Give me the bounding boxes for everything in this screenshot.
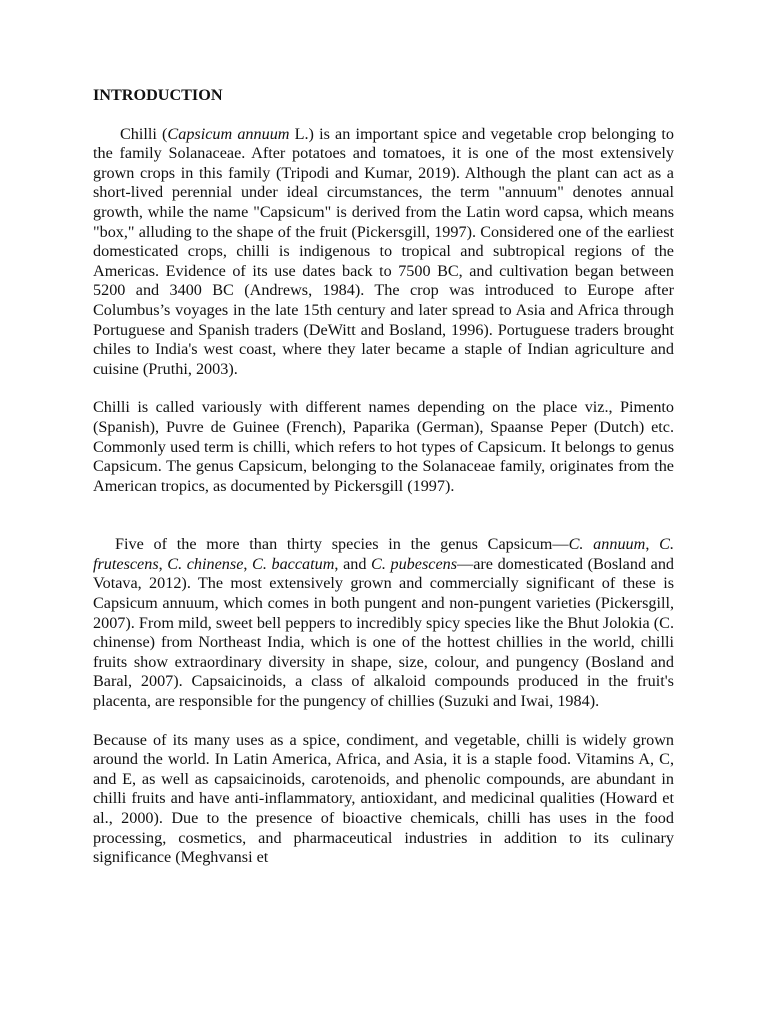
species-name: C. baccatum (252, 554, 335, 573)
species-name: C. frutescens (93, 535, 675, 573)
separator: , and (334, 554, 372, 573)
section-heading: INTRODUCTION (93, 86, 223, 104)
species-name: C. pubescens (371, 554, 458, 573)
paragraph-1-text-a: Chilli ( (120, 124, 168, 143)
separator: , (645, 535, 660, 554)
paragraph-3-text-b: —are domesticated (Bosland and Votava, 2012). The most extensively grown and commercially significant of these is Capsicum annuum, which comes in both pungent and non-pungent varieties (Pickersgill, 2007). From mild, sweet bell peppers to incredibly spicy species like the Bhut Jolokia (C. chinense) from Northeast India, which is one of the hottest chillies in the world, chilli fruits show extraordinary diversity in shape, size, colour, and pungency (Bosland and Baral, 2007). Capsaicinoids, a class of alkaloid compounds produced in the fruit's placenta, are responsible for the pungency of chillies (Suzuki and Iwai, 1984). (93, 554, 675, 711)
separator: , (243, 554, 253, 573)
paragraph-1-text-b: L.) is an important spice and vegetable crop belonging to the family Solanaceae. After potatoes and tomatoes, it is one of the most extensively grown crops in this family (Tripodi and Kumar, 2019). Although the plant can act as a short-lived perennial under ideal circumstances, the term "annuum" denotes annual growth, while the name "Capsicum" is derived from the Latin word capsa, which means "box," alluding to the shape of the fruit (Pickersgill, 1997). Considered one of the earliest domesticated crops, chilli is indigenous to tropical and subtropical regions of the Americas. Evidence of its use dates back to 7500 BC, and cultivation began between 5200 and 3400 BC (Andrews, 1984). The crop was introduced to Europe after Columbus’s voyages in the late 15th century and later spread to Asia and Africa through Portuguese and Spanish traders (DeWitt and Bosland, 1996). Portuguese traders brought chiles to India's west coast, where they later became a staple of Indian agriculture and cuisine (Pruthi, 2003). (93, 124, 674, 378)
species-name: Capsicum annuum (167, 124, 290, 143)
paragraph-3-text-a: Five of the more than thirty species in the genus Capsicum— (115, 535, 569, 554)
document-page (93, 86, 674, 868)
species-name: C. annuum (568, 535, 646, 554)
separator: , (158, 554, 168, 573)
paragraph-3 (93, 535, 674, 711)
paragraph-2: Chilli is called variously with different names depending on the place viz., Pimento (Spanish), Puvre de Guinee (French), Paparika (German), Spaanse Peper (Dutch) etc. Commonly used term is chilli, which refers to hot types of Capsicum. It belongs to genus Capsicum. The genus Capsicum, belonging to the Solanaceae family, originates from the American tropics, as documented by Pickersgill (1997). (93, 398, 674, 495)
species-name: C. chinense (167, 554, 244, 573)
paragraph-4: Because of its many uses as a spice, condiment, and vegetable, chilli is widely grown around the world. In Latin America, Africa, and Asia, it is a staple food. Vitamins A, C, and E, as well as capsaicinoids, carotenoids, and phenolic compounds, are abundant in chilli fruits and have anti-inflammatory, antioxidant, and medicinal qualities (Howard et al., 2000). Due to the presence of bioactive chemicals, chilli has uses in the food processing, cosmetics, and pharmaceutical industries in addition to its culinary significance (Meghvansi et (93, 730, 674, 867)
paragraph-1 (93, 125, 674, 380)
